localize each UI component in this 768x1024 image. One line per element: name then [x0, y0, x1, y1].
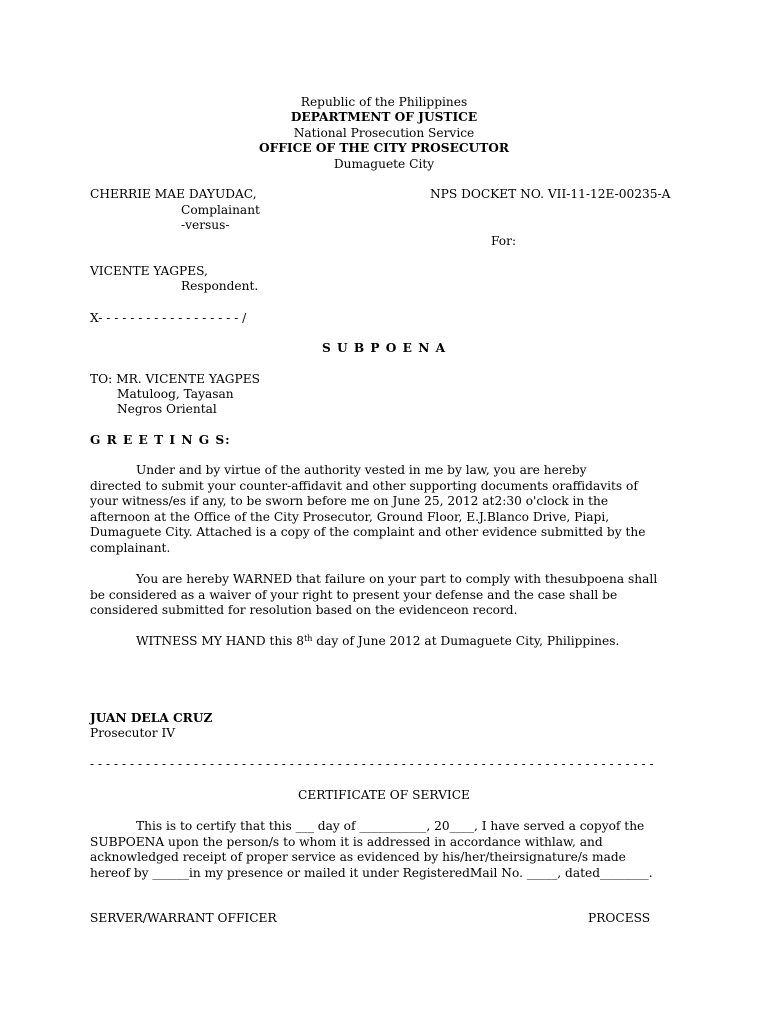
paragraph-line: considered submitted for resolution based on the evidenceon record.: [90, 603, 518, 617]
certificate-title: CERTIFICATE OF SERVICE: [298, 788, 470, 802]
paragraph-line: your witness/es if any, to be sworn before me on June 25, 2012 at2:30 o'clock in the: [90, 494, 609, 508]
respondent-name: VICENTE YAGPES,: [90, 264, 208, 278]
paragraph-line: directed to submit your counter-affidavit and other supporting documents oraffidavits of: [90, 478, 638, 493]
certificate-line: SUBPOENA upon the person/s to whom it is addressed in accordance withlaw, and: [90, 834, 603, 849]
certificate-line: acknowledged receipt of proper service as evidenced by his/her/theirsignature/s made: [90, 850, 626, 864]
witness-text: WITNESS MY HAND this 8: [136, 634, 305, 648]
versus-label: -versus-: [181, 218, 230, 232]
addressee-line-2: Negros Oriental: [117, 402, 217, 416]
paragraph-line: be considered as a waiver of your right to present your defense and the case shall be: [90, 587, 618, 602]
process-label: PROCESS: [588, 911, 651, 925]
docket-number: NPS DOCKET NO. VII-11-12E-00235-A: [430, 187, 671, 201]
header-city: Dumaguete City: [333, 157, 435, 171]
subpoena-title: S U B P O E N A: [321, 341, 447, 355]
server-officer-label: SERVER/WARRANT OFFICER: [90, 911, 277, 925]
body-paragraph-2: [90, 572, 690, 619]
header-department: DEPARTMENT OF JUSTICE: [290, 110, 478, 124]
paragraph-line: Under and by virtue of the authority vested in me by law, you are hereby: [136, 463, 587, 477]
paragraph-line: You are hereby WARNED that failure on your part to comply with thesubpoena shall: [136, 572, 658, 586]
certificate-paragraph: [90, 819, 690, 881]
header-office: OFFICE OF THE CITY PROSECUTOR: [258, 141, 510, 155]
caption-separator: X- - - - - - - - - - - - - - - - - - /: [90, 311, 247, 325]
addressee-line-1: Matuloog, Tayasan: [117, 387, 234, 401]
witness-ordinal: th: [304, 634, 313, 643]
witness-text-rest: day of June 2012 at Dumaguete City, Philippines.: [312, 634, 620, 648]
header-service: National Prosecution Service: [293, 126, 475, 140]
respondent-label: Respondent.: [181, 279, 259, 293]
section-divider: - - - - - - - - - - - - - - - - - - - - - - - - - - - - - - - - - - - - - - - - - - - - - - - - - - - - - - - - - - - - - - - - - - - - - - -: [90, 757, 654, 771]
greetings-heading: G R E E T I N G S:: [90, 433, 231, 447]
paragraph-line: complainant.: [90, 540, 171, 555]
body-paragraph-1: [90, 463, 690, 556]
paragraph-line: Dumaguete City. Attached is a copy of the complaint and other evidence submitted by the: [90, 525, 646, 539]
complainant-name: CHERRIE MAE DAYUDAC,: [90, 187, 257, 201]
header-republic: Republic of the Philippines: [300, 95, 468, 109]
complainant-label: Complainant: [181, 203, 260, 217]
witness-line: [136, 634, 619, 649]
paragraph-line: afternoon at the Office of the City Prosecutor, Ground Floor, E.J.Blanco Drive, Piapi,: [90, 509, 610, 524]
signatory-name: JUAN DELA CRUZ: [90, 711, 213, 725]
for-label: For:: [491, 234, 517, 248]
signatory-title: Prosecutor IV: [90, 726, 176, 740]
certificate-line: This is to certify that this ___ day of ___________, 20____, I have served a copyof the: [136, 819, 645, 833]
addressee-to: TO: MR. VICENTE YAGPES: [90, 372, 260, 386]
certificate-line: hereof by ______in my presence or mailed it under RegisteredMail No. _____, dated________.: [90, 865, 653, 880]
